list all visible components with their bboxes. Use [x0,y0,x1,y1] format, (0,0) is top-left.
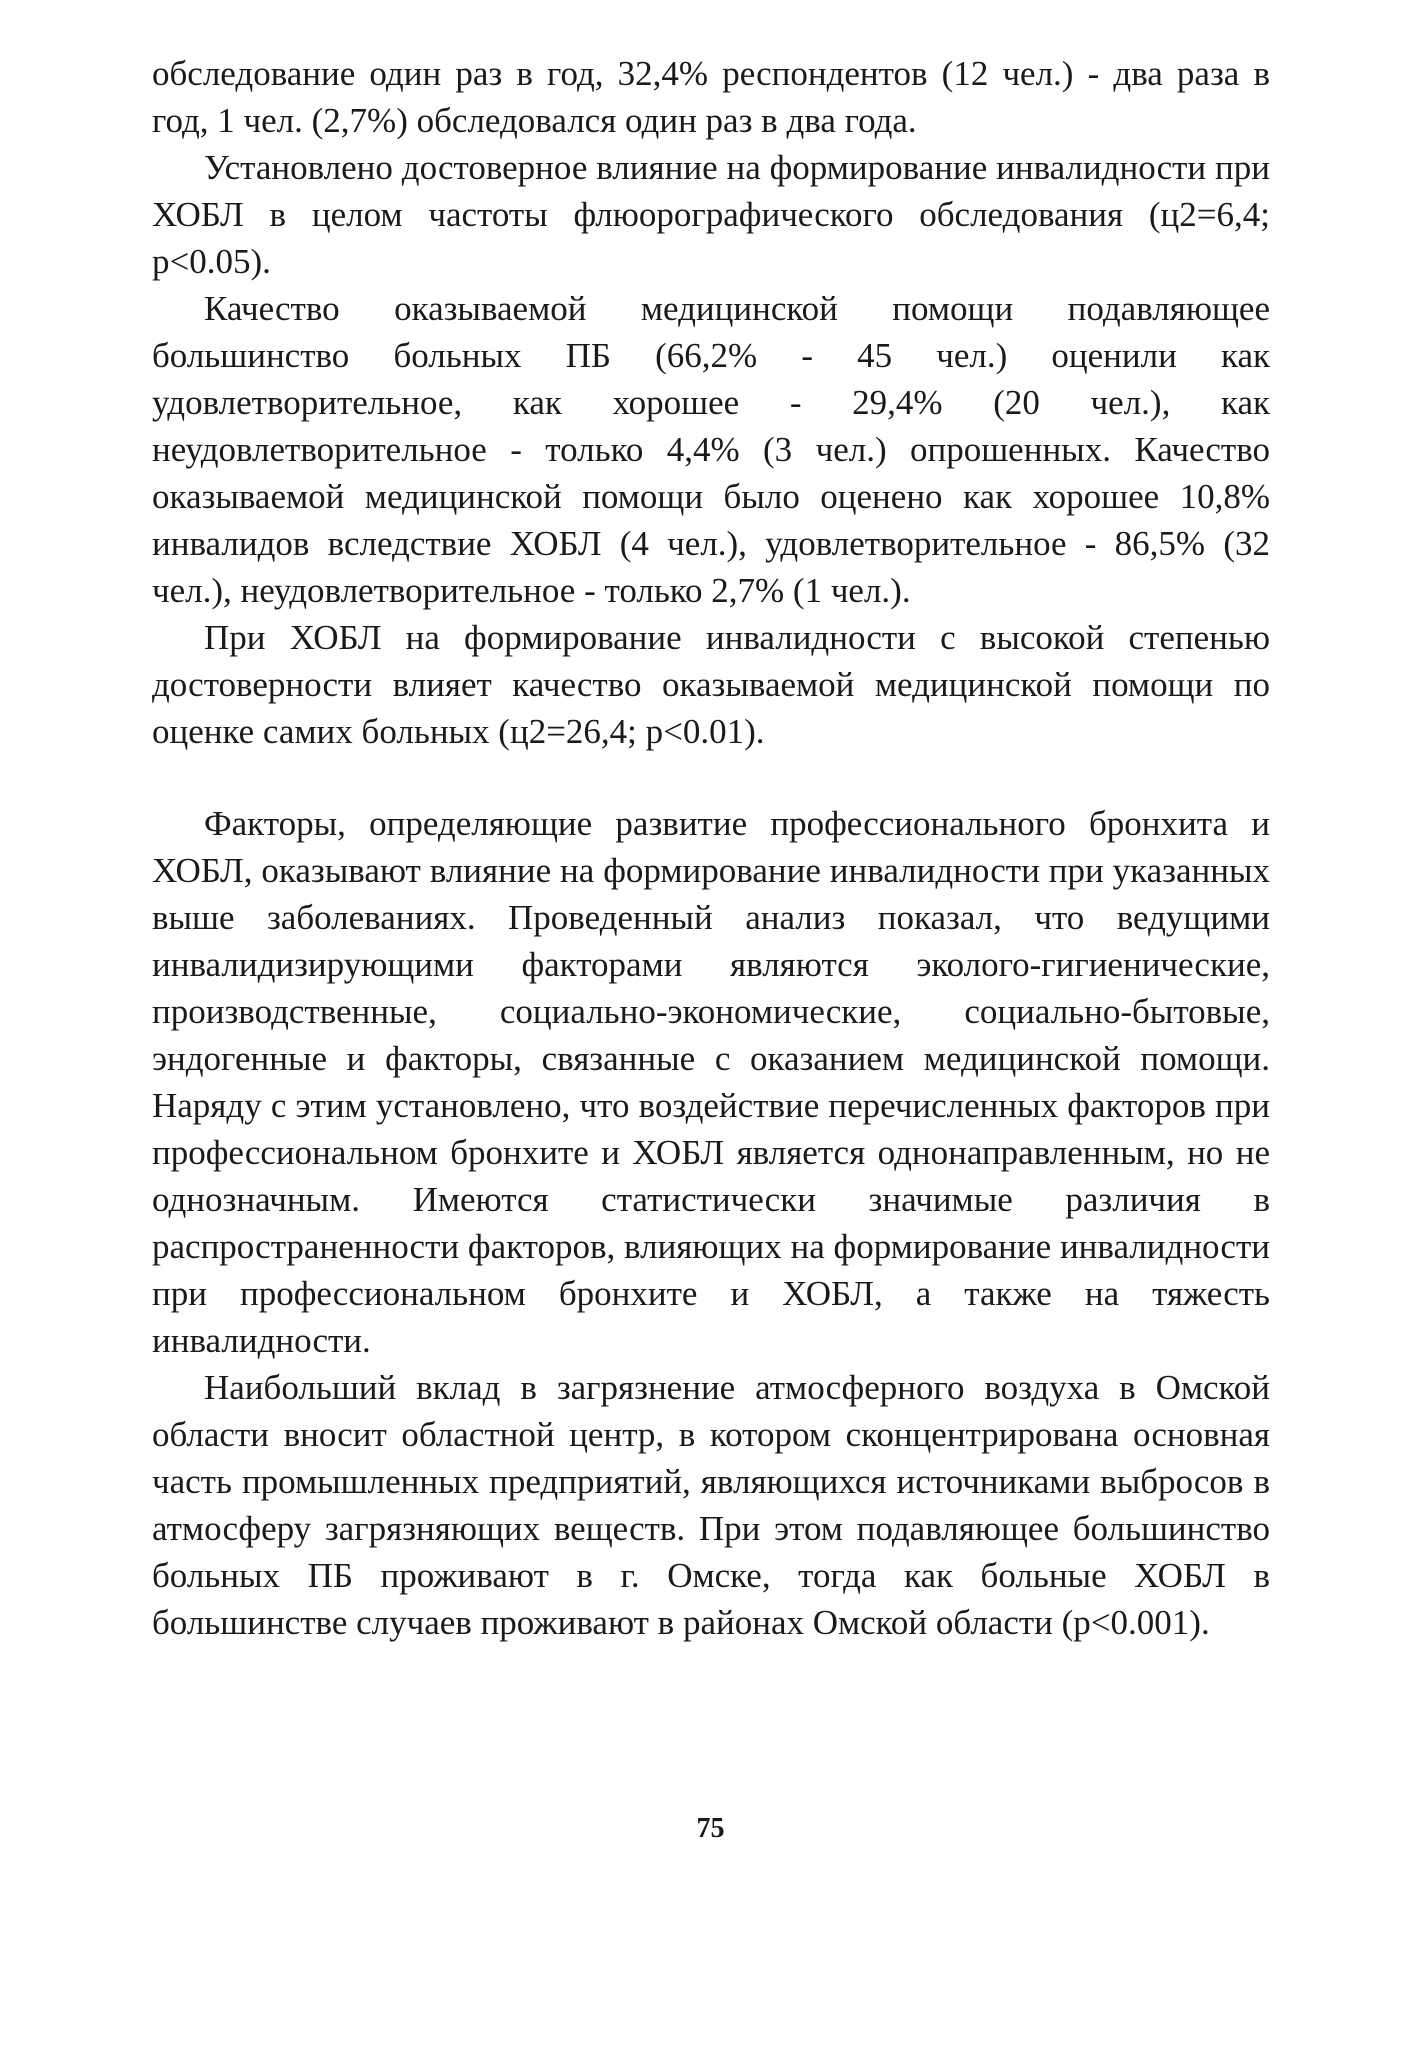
paragraph: Факторы, определяющие развитие профессионального бронхита и ХОБЛ, оказывают влияние на формирование инвалидности при указанных выше заболеваниях. Проведенный анализ показал, что ведущими инвалидизирующими факторами являются эколого-гигиенические, производственные, социально-экономические, социально-бытовые, эндогенные и факторы, связанные с оказанием медицинской помощи. Наряду с этим установлено, что воздействие перечисленных факторов при профессиональном бронхите и ХОБЛ является однонаправленным, но не однозначным. Имеются статистически значимые различия в распространенности факторов, влияющих на формирование инвалидности при профессиональном бронхите и ХОБЛ, а также на тяжесть инвалидности. [152,804,1270,1360]
paragraph: обследование один раз в год, 32,4% респондентов (12 чел.) - два раза в год, 1 чел. (2,7%) обследовался один раз в два года. [152,54,1270,140]
page-number: 75 [696,1813,725,1844]
paragraph: Установлено достоверное влияние на формирование инвалидности при ХОБЛ в целом частоты флюорографического обследования (ц2=6,4; р<0.05). [152,148,1270,281]
text-section-bottom [152,800,1270,1646]
paragraph: При ХОБЛ на формирование инвалидности с высокой степенью достоверности влияет качество оказываемой медицинской помощи по оценке самих больных (ц2=26,4; р<0.01). [152,618,1270,751]
text-section-top [152,50,1270,755]
paragraph: Наибольший вклад в загрязнение атмосферного воздуха в Омской области вносит областной центр, в котором сконцентрирована основная часть промышленных предприятий, являющихся источниками выбросов в атмосферу загрязняющих веществ. При этом подавляющее большинство больных ПБ проживают в г. Омске, тогда как больные ХОБЛ в большинстве случаев проживают в районах Омской области (р<0.001). [152,1368,1270,1642]
paragraph: Качество оказываемой медицинской помощи подавляющее большинство больных ПБ (66,2% - 45 чел.) оценили как удовлетворительное, как хорошее - 29,4% (20 чел.), как неудовлетворительное - только 4,4% (3 чел.) опрошенных. Качество оказываемой медицинской помощи было оценено как хорошее 10,8% инвалидов вследствие ХОБЛ (4 чел.), удовлетворительное - 86,5% (32 чел.), неудовлетворительное - только 2,7% (1 чел.). [152,289,1270,610]
